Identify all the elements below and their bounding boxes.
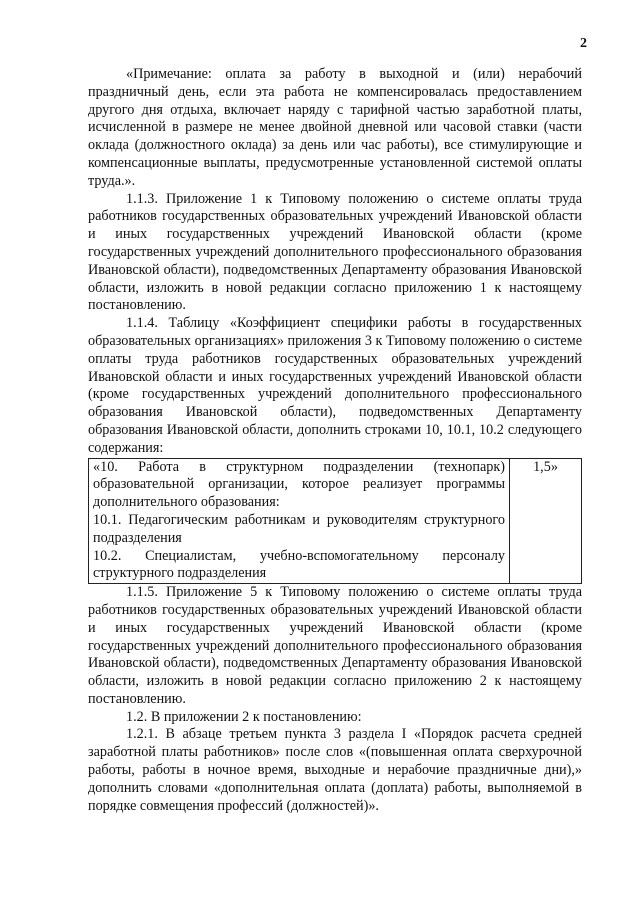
coefficient-table xyxy=(88,458,582,585)
note-paragraph: «Примечание: оплата за работу в выходной и (или) нерабочий праздничный день, если эта работа не компенсировалась предоставлением другого дня отдыха, включает наряду с тарифной частью заработной платы, исчисленной в размере не менее двойной дневной или часовой ставки (части оклада (должностного оклада) за день или час работы), все стимулирующие и компенсационные выплаты, предусмотренные установленной системой оплаты труда.». xyxy=(88,66,582,189)
paragraph-1-2-1: 1.2.1. В абзаце третьем пункта 3 раздела I «Порядок расчета средней заработной платы работников» после слов «(повышенная оплата сверхурочной работы, работы в ночное время, выходные и нерабочие праздничные дни),» дополнить словами «дополнительная оплата (доплата) работы, выполняемой в порядке совмещения профессий (должностей)». xyxy=(88,726,582,814)
table-cell-coefficient: 1,5» xyxy=(510,458,582,584)
paragraph-1-2: 1.2. В приложении 2 к постановлению: xyxy=(126,708,362,725)
table-row xyxy=(89,458,582,584)
row-10-1-text: 10.1. Педагогическим работникам и руководителям структурного подразделения xyxy=(93,511,505,546)
page-number: 2 xyxy=(580,36,587,51)
document-body xyxy=(88,66,582,815)
paragraph-1-1-5: 1.1.5. Приложение 5 к Типовому положению о системе оплаты труда работников государственных образовательных учреждений Ивановской области и иных государственных учреждений Ивановской области (кроме государственных учреждений дополнительного профессионального образования Ивановской области), подведомственных Департаменту образования Ивановской области, изложить в новой редакции согласно приложению 2 к настоящему постановлению. xyxy=(88,584,582,707)
paragraph-1-1-4: 1.1.4. Таблицу «Коэффициент специфики работы в государственных образовательных организациях» приложения 3 к Типовому положению о системе оплаты труда работников государственных образовательных учреждений Ивановской области и иных государственных учреждений Ивановской области (кроме государственных учреждений дополнительного профессионального образования Ивановской области), подведомственных Департаменту образования Ивановской области, дополнить строками 10, 10.1, 10.2 следующего содержания: xyxy=(88,315,582,456)
table-cell-description xyxy=(89,458,510,584)
row-10-2-text: 10.2. Специалистам, учебно-вспомогательному персоналу структурного подразделения xyxy=(93,547,505,582)
row-10-text: «10. Работа в структурном подразделении (технопарк) образовательной организации, которое реализует программы дополнительного образования: xyxy=(93,458,505,511)
paragraph-1-1-3: 1.1.3. Приложение 1 к Типовому положению о системе оплаты труда работников государственных образовательных учреждений Ивановской области и иных государственных учреждений Ивановской области (кроме государственных учреждений дополнительного профессионального образования Ивановской области), подведомственных Департаменту образования Ивановской области, изложить в новой редакции согласно приложению 1 к настоящему постановлению. xyxy=(88,190,582,314)
